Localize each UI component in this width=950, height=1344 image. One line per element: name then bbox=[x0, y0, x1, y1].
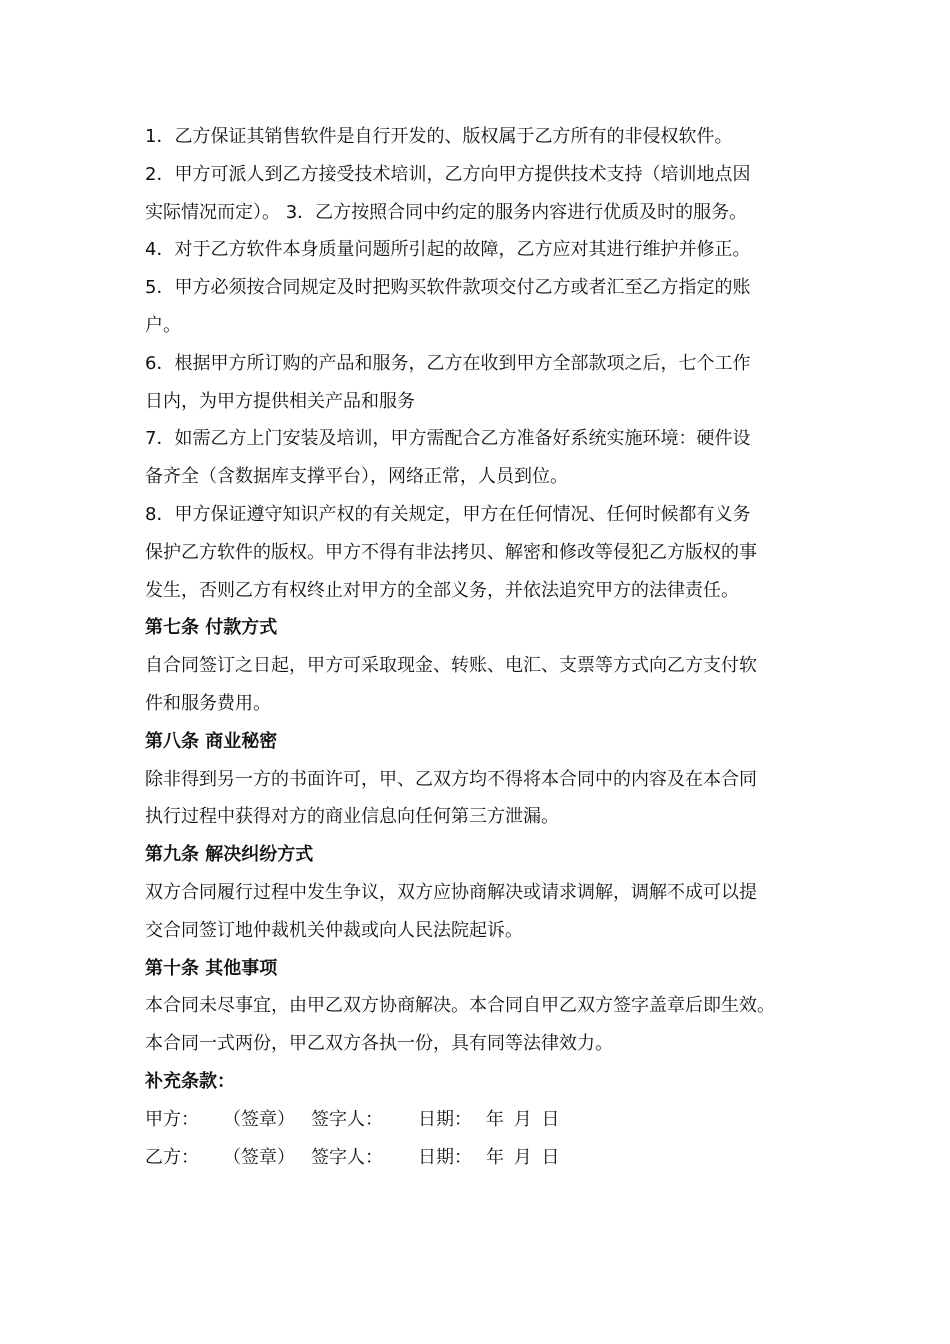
text-line: 执行过程中获得对方的商业信息向任何第三方泄漏。 bbox=[145, 806, 559, 828]
date-label: 日期： bbox=[418, 1108, 472, 1130]
signature-row bbox=[145, 1101, 825, 1139]
contract-page bbox=[145, 118, 825, 1176]
date-units: 年 月 日 bbox=[486, 1146, 560, 1168]
text-line: 本合同未尽事宜，由甲乙双方协商解决。本合同自甲乙双方签字盖章后即生效。 bbox=[145, 995, 775, 1017]
contract-body bbox=[145, 118, 825, 1101]
text-line: 实际情况而定）。 3．乙方按照合同中约定的服务内容进行优质及时的服务。 bbox=[145, 201, 748, 223]
signer-label: 签字人： bbox=[311, 1108, 383, 1130]
text-line: 除非得到另一方的书面许可，甲、乙双方均不得将本合同中的内容及在本合同 bbox=[145, 768, 757, 790]
section-heading: 补充条款： bbox=[145, 1070, 235, 1092]
text-line: 本合同一式两份，甲乙双方各执一份，具有同等法律效力。 bbox=[145, 1033, 613, 1055]
text-line: 户。 bbox=[145, 314, 181, 336]
text-line: 1．乙方保证其销售软件是自行开发的、版权属于乙方所有的非侵权软件。 bbox=[145, 126, 733, 147]
signer-label: 签字人： bbox=[311, 1146, 383, 1168]
text-line: 7．如需乙方上门安装及培训，甲方需配合乙方准备好系统实施环境：硬件设 bbox=[145, 428, 751, 450]
section-heading: 第九条 解决纠纷方式 bbox=[145, 844, 314, 866]
text-line: 发生，否则乙方有权终止对甲方的全部义务，并依法追究甲方的法律责任。 bbox=[145, 579, 739, 601]
text-line: 6．根据甲方所订购的产品和服务，乙方在收到甲方全部款项之后，七个工作 bbox=[145, 352, 751, 374]
text-line: 4．对于乙方软件本身质量问题所引起的故障，乙方应对其进行维护并修正。 bbox=[145, 239, 751, 261]
text-line: 件和服务费用。 bbox=[145, 692, 271, 714]
text-line: 自合同签订之日起，甲方可采取现金、转账、电汇、支票等方式向乙方支付软 bbox=[145, 655, 757, 677]
text-line: 交合同签订地仲裁机关仲裁或向人民法院起诉。 bbox=[145, 919, 523, 941]
date-label: 日期： bbox=[418, 1146, 472, 1168]
text-line: 5．甲方必须按合同规定及时把购买软件款项交付乙方或者汇至乙方指定的账 bbox=[145, 277, 751, 299]
party-label: 甲方： bbox=[145, 1108, 199, 1130]
text-line: 8．甲方保证遵守知识产权的有关规定，甲方在任何情况、任何时候都有义务 bbox=[145, 503, 751, 525]
section-heading: 第十条 其他事项 bbox=[145, 957, 278, 979]
party-label: 乙方： bbox=[145, 1146, 199, 1168]
signature-row bbox=[145, 1139, 825, 1177]
section-heading: 第八条 商业秘密 bbox=[145, 730, 278, 752]
text-line: 双方合同履行过程中发生争议，双方应协商解决或请求调解，调解不成可以提 bbox=[145, 881, 757, 903]
signature-block bbox=[145, 1101, 825, 1177]
seal-label: （签章） bbox=[223, 1108, 295, 1130]
section-heading: 第七条 付款方式 bbox=[145, 617, 278, 639]
date-units: 年 月 日 bbox=[486, 1108, 560, 1130]
text-line: 备齐全（含数据库支撑平台），网络正常，人员到位。 bbox=[145, 466, 568, 488]
text-line: 保护乙方软件的版权。甲方不得有非法拷贝、解密和修改等侵犯乙方版权的事 bbox=[145, 541, 757, 563]
text-line: 2．甲方可派人到乙方接受技术培训，乙方向甲方提供技术支持（培训地点因 bbox=[145, 163, 751, 185]
text-line: 日内，为甲方提供相关产品和服务 bbox=[145, 390, 415, 412]
seal-label: （签章） bbox=[223, 1146, 295, 1168]
